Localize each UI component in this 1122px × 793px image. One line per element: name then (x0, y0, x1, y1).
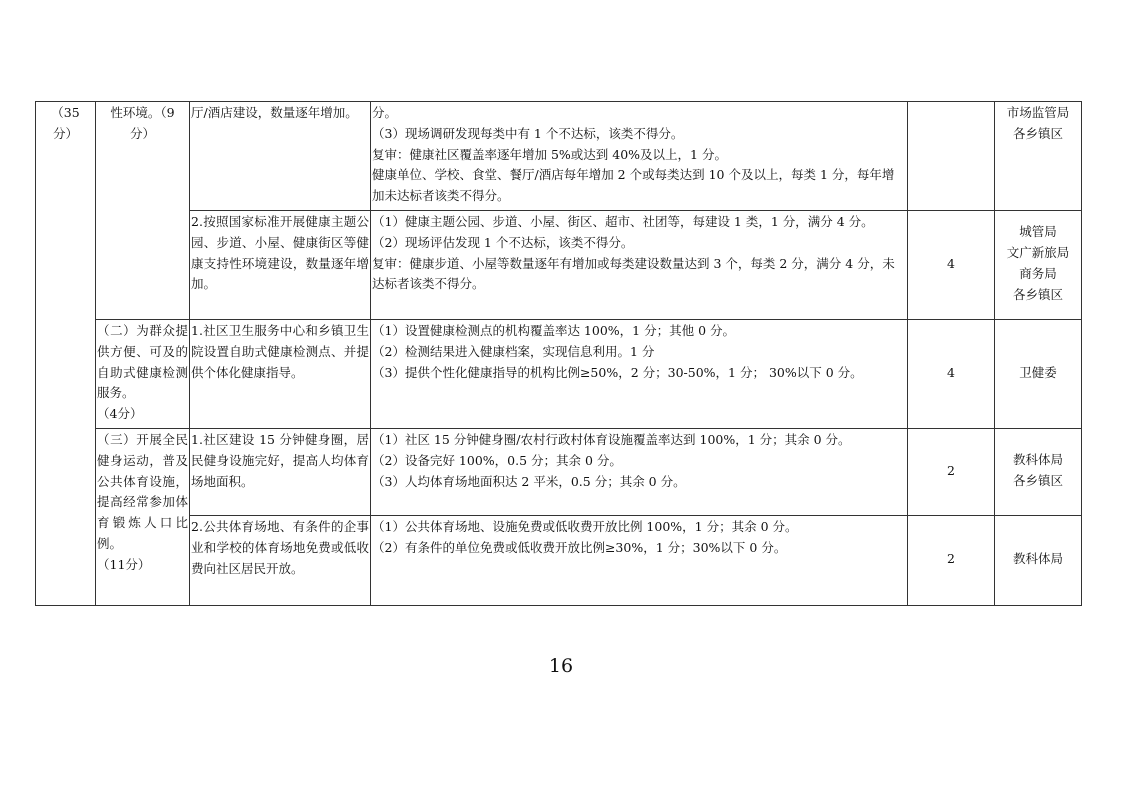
score-cell (908, 210, 995, 319)
section-text: （三）开展全民健身运动，普及公共体育设施，提高经常参加体育锻炼人口比例。 (97, 431, 188, 551)
department-name: 商务局 (1019, 265, 1057, 281)
criteria-line: 分。 (372, 105, 398, 120)
measure-cell (190, 102, 371, 211)
section-cell (96, 428, 190, 605)
criteria-line: 健康单位、学校、食堂、餐厅/酒店每年增加 2 个或每类达到 10 个及以上，每类 1 分，每年增加未达标者该类不得分。 (372, 167, 895, 204)
department-name: 各乡镇区 (1012, 125, 1063, 141)
criteria-line: （2）现场评估发现 1 个不达标，该类不得分。 (372, 234, 634, 250)
category-score-line: （35 (51, 105, 80, 120)
department-name: 教科体局 (1012, 452, 1063, 468)
score-cell (908, 515, 995, 605)
measure-text: 1.社区卫生服务中心和乡镇卫生院设置自助式健康检测点、并提供个体化健康指导。 (191, 322, 369, 380)
department-cell (995, 319, 1082, 428)
measure-cell (190, 428, 371, 515)
department-name: 城管局 (1019, 224, 1057, 240)
department-name: 各乡镇区 (1012, 472, 1063, 488)
evaluation-table (35, 101, 1082, 606)
score-value: 4 (947, 255, 955, 271)
criteria-line: 复审：健康社区覆盖率逐年增加 5%或达到 40%及以上，1 分。 (372, 146, 727, 162)
section-cell (96, 102, 190, 320)
criteria-line: （3）现场调研发现每类中有 1 个不达标，该类不得分。 (372, 125, 684, 141)
page-number: 16 (548, 655, 574, 677)
score-cell (908, 428, 995, 515)
criteria-line: （2）设备完好 100%，0.5 分；其余 0 分。 (372, 452, 622, 468)
measure-cell (190, 515, 371, 605)
score-value: 2 (947, 551, 955, 567)
table-row (36, 428, 1082, 515)
department-cell (995, 210, 1082, 319)
category-score-cell (36, 102, 96, 606)
section-text: 性环境。（9 (110, 105, 175, 120)
measure-text: 2.按照国家标准开展健康主题公园、步道、小屋、健康街区等健康支持性环境建设，数量逐年增加。 (191, 213, 369, 292)
section-score: （11分） (97, 556, 151, 572)
score-cell (908, 102, 995, 211)
score-cell (908, 319, 995, 428)
table-row (36, 319, 1082, 428)
criteria-line: （3）人均体育场地面积达 2 平米，0.5 分；其余 0 分。 (372, 473, 686, 489)
measure-cell (190, 210, 371, 319)
criteria-line: （1）公共体育场地、设施免费或低收费开放比例 100%，1 分；其余 0 分。 (372, 518, 798, 534)
section-text: 分） (129, 125, 155, 141)
table-row (36, 102, 1082, 211)
measure-text: 厅/酒店建设，数量逐年增加。 (191, 105, 358, 120)
department-name: 卫健委 (1019, 364, 1057, 380)
department-cell (995, 515, 1082, 605)
department-cell (995, 428, 1082, 515)
department-name: 教科体局 (1012, 551, 1063, 567)
criteria-line: （3）提供个性化健康指导的机构比例≥50%，2 分；30-50%，1 分； 30%以下 0 分。 (372, 364, 863, 380)
criteria-cell (371, 319, 908, 428)
department-name: 市场监管局 (1006, 105, 1070, 120)
criteria-cell (371, 102, 908, 211)
criteria-line: （1）设置健康检测点的机构覆盖率达 100%，1 分；其他 0 分。 (372, 322, 735, 338)
criteria-line: （2）检测结果进入健康档案，实现信息利用。1 分 (372, 343, 655, 359)
department-cell (995, 102, 1082, 211)
score-value: 4 (947, 364, 955, 380)
criteria-line: （2）有条件的单位免费或低收费开放比例≥30%，1 分；30%以下 0 分。 (372, 539, 787, 555)
section-text: （二）为群众提供方便、可及的自助式健康检测服务。 (97, 322, 188, 401)
table-row (36, 210, 1082, 319)
table-row (36, 515, 1082, 605)
section-score: （4分） (97, 406, 143, 422)
category-score-line: 分） (52, 125, 78, 141)
measure-cell (190, 319, 371, 428)
criteria-cell (371, 515, 908, 605)
section-cell (96, 319, 190, 428)
measure-text: 2.公共体育场地、有条件的企事业和学校的体育场地免费或低收费向社区居民开放。 (191, 518, 369, 576)
department-name: 文广新旅局 (1006, 245, 1070, 261)
criteria-cell (371, 428, 908, 515)
measure-text: 1.社区建设 15 分钟健身圈，居民健身设施完好，提高人均体育场地面积。 (191, 431, 369, 489)
criteria-cell (371, 210, 908, 319)
criteria-line: （1）社区 15 分钟健身圈/农村行政村体育设施覆盖率达到 100%，1 分；其余 0 分。 (372, 431, 851, 447)
score-value: 2 (947, 462, 955, 478)
criteria-line: （1）健康主题公园、步道、小屋、街区、超市、社团等，每建设 1 类，1 分，满分 4 分。 (372, 213, 874, 229)
criteria-line: 复审：健康步道、小屋等数量逐年有增加或每类建设数量达到 3 个，每类 2 分，满分 4 分，未达标者该类不得分。 (372, 255, 895, 292)
department-name: 各乡镇区 (1012, 286, 1063, 302)
